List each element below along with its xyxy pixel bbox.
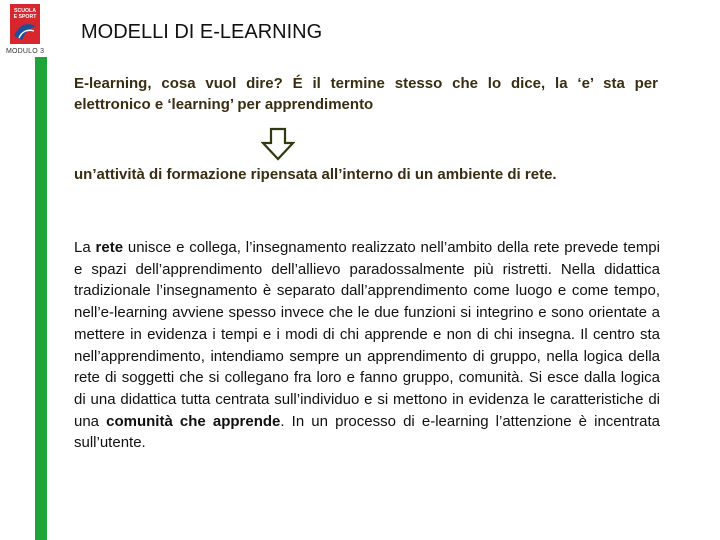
body-bold-comunita: comunità che apprende (106, 412, 281, 430)
page-title: MODELLI DI E-LEARNING (81, 21, 323, 43)
body-text-end: . In un processo di e-learning l’attenzione è incentrata sull’utente. (74, 412, 660, 452)
body-bold-rete: rete (95, 239, 124, 256)
body-text-start: La (74, 239, 96, 256)
definition-text: un’attività di formazione ripensata all’interno di un ambiente di rete. (74, 166, 557, 183)
school-sport-logo (10, 4, 40, 44)
logo-text-line1: SCUOLA (14, 8, 36, 14)
body-text-middle: unisce e collega, l’insegnamento realizzato nell’ambito della rete prevede tempi e spazi dell’apprendimento dell’allievo paradossalmente più ristretti. Nella didattica tradizionale l’insegnamento è separato dall’apprendimento come luogo e come tempo, nell’e-learning avviene spesso invece che le due funzioni si integrino e sono orientate a mettere in evidenza i tempi e i modi di chi apprende e non di chi insegna. Il centro sta nell’apprendimento, intendiamo sempre un apprendimento di gruppo, nella logica della rete di soggetti che si collegano fra loro e fanno gruppo, comunità. Si esce dalla logica di una didattica tutta centrata sull’individuo e si mettono in evidenza le caratteristiche di una (74, 239, 660, 430)
body-paragraph (74, 237, 660, 454)
side-accent-bar (35, 57, 47, 540)
down-arrow-outline-icon (261, 127, 295, 161)
logo-text-line2: E SPORT (13, 14, 37, 20)
module-caption: MODULO 3 (6, 48, 45, 55)
intro-paragraph: E-learning, cosa vuol dire? É il termine stesso che lo dice, la ‘e’ sta per elettronico e ‘learning’ per apprendimento (74, 75, 658, 113)
